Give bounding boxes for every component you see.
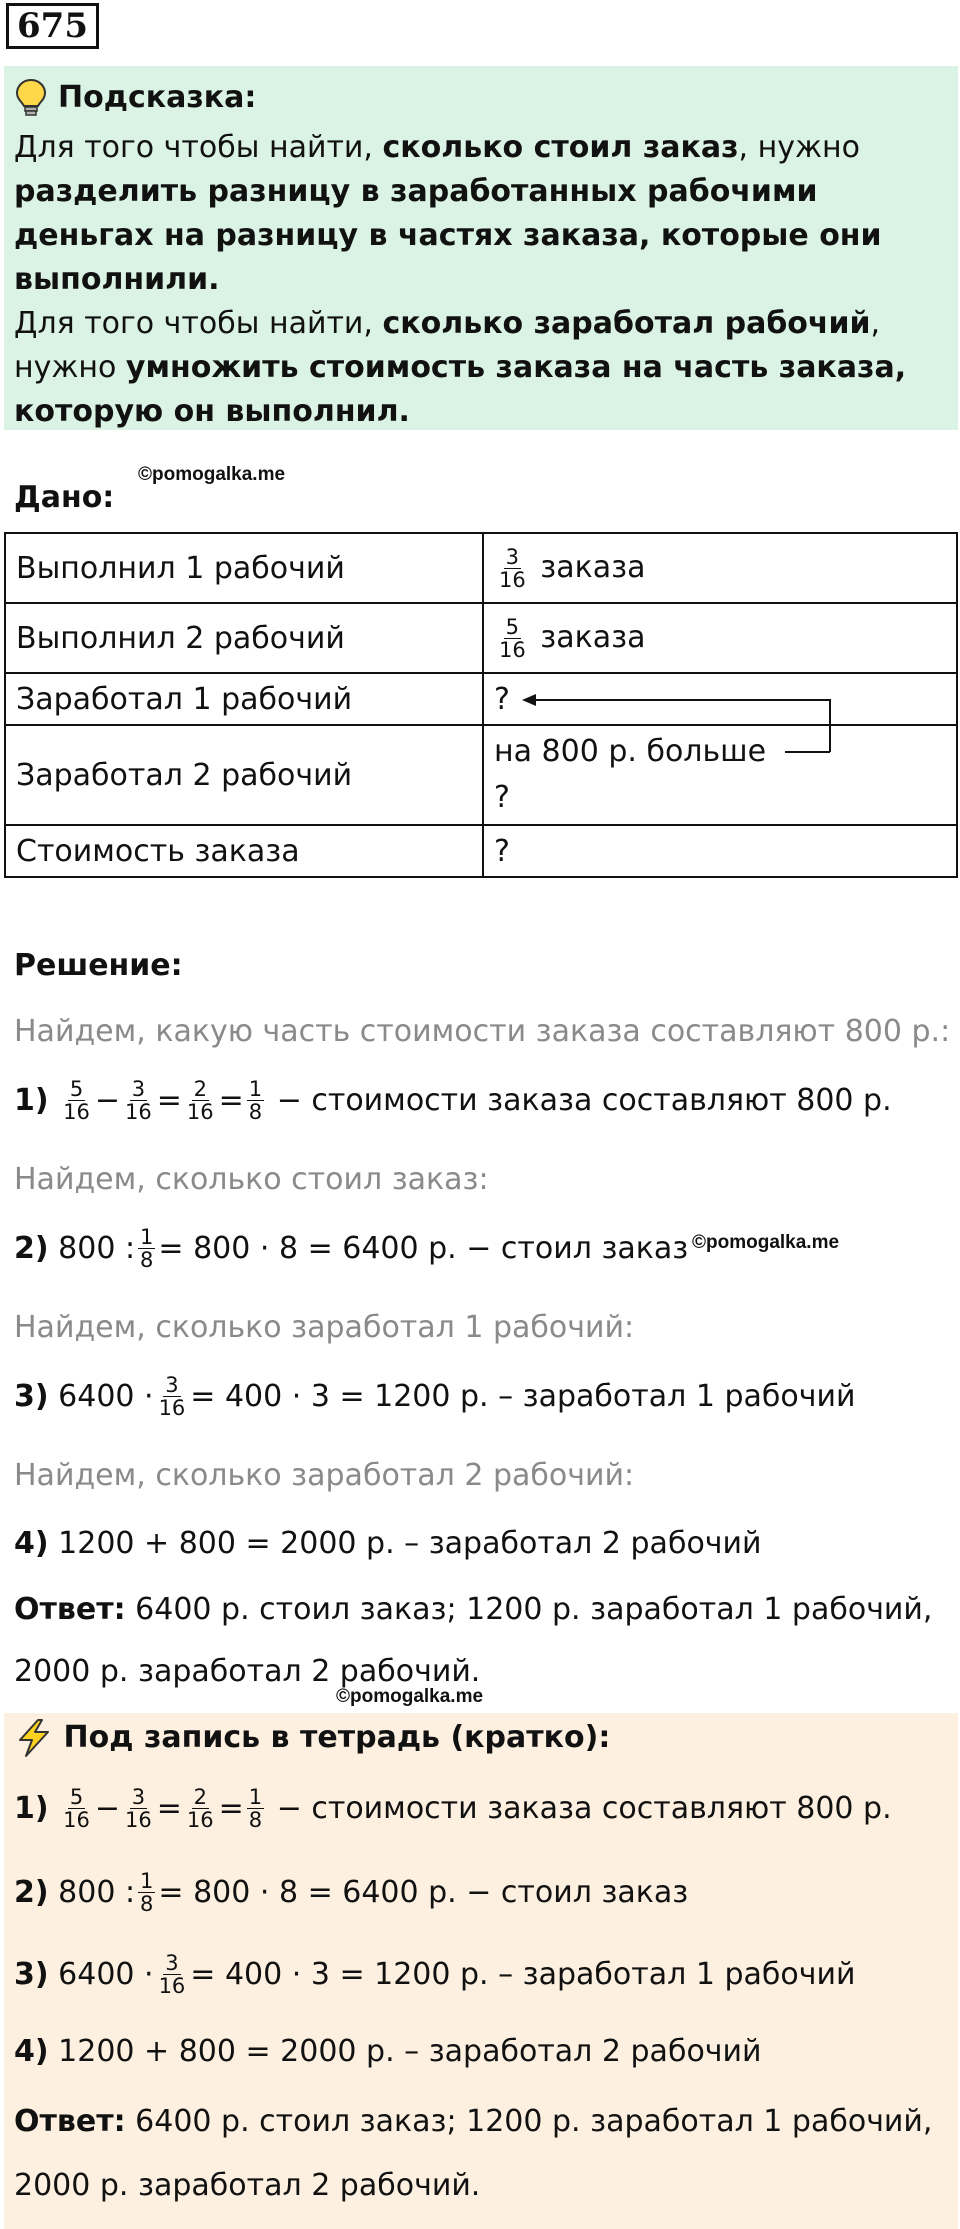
fraction: $\frac{2}{16}$ bbox=[186, 1077, 214, 1124]
answer-line-2: 2000 р. заработал 2 рабочий. bbox=[14, 1654, 481, 1689]
table-cell: Выполнил 2 рабочий bbox=[5, 603, 483, 673]
table-row bbox=[5, 533, 957, 603]
hint-paragraph-2: Для того чтобы найти, сколько заработал рабочий, нужно умножить стоимость заказа на часть заказа, которую он выполнил. bbox=[14, 306, 907, 429]
question-3: Найдем, сколько заработал 1 рабочий: bbox=[14, 1310, 635, 1345]
question-4: Найдем, сколько заработал 2 рабочий: bbox=[14, 1458, 635, 1493]
table-cell: ? bbox=[483, 825, 957, 877]
lightning-icon bbox=[14, 1718, 54, 1758]
notebook-step-2: 2) 800 : $\frac{1}{8}$ = 800 · 8 = 6400 р. − стоил заказ bbox=[14, 1869, 689, 1916]
relation-arrow bbox=[510, 680, 840, 760]
fraction: $\frac{3}{16}$ bbox=[158, 1373, 186, 1420]
fraction: $\frac{1}{8}$ bbox=[248, 1077, 263, 1124]
fraction: $\frac{5}{16}$ bbox=[63, 1077, 90, 1124]
notebook-answer-line-2: 2000 р. заработал 2 рабочий. bbox=[14, 2168, 481, 2203]
table-cell: Стоимость заказа bbox=[5, 825, 483, 877]
fraction: $\frac{5}{16}$ bbox=[63, 1785, 90, 1832]
watermark: ©pomogalka.me bbox=[138, 464, 286, 485]
step-3: 3) 6400 · $\frac{3}{16}$ = 400 · 3 = 1200 р. – заработал 1 рабочий bbox=[14, 1373, 856, 1420]
table-cell: $\frac{5}{16}$ заказа bbox=[483, 603, 957, 673]
fraction: $\frac{3}{16}$ bbox=[125, 1785, 152, 1832]
fraction: $\frac{3}{16}$ bbox=[158, 1951, 186, 1998]
question-1: Найдем, какую часть стоимости заказа составляют 800 р.: bbox=[14, 1014, 951, 1049]
fraction: $\frac{3}{16}$ bbox=[125, 1077, 152, 1124]
table-cell: на 800 р. больше ? bbox=[483, 725, 957, 825]
given-label: Дано: bbox=[14, 480, 115, 515]
fraction: $\frac{1}{8}$ bbox=[248, 1785, 263, 1832]
table-row bbox=[5, 603, 957, 673]
notebook-answer-line-1: Ответ: 6400 р. стоил заказ; 1200 р. заработал 1 рабочий, bbox=[14, 2104, 933, 2139]
notebook-step-4: 4) 1200 + 800 = 2000 р. – заработал 2 рабочий bbox=[14, 2034, 762, 2069]
notebook-title: Под запись в тетрадь (кратко): bbox=[14, 1716, 610, 1760]
table-cell: $\frac{3}{16}$ заказа bbox=[483, 533, 957, 603]
table-cell: Выполнил 1 рабочий bbox=[5, 533, 483, 603]
watermark: ©pomogalka.me bbox=[692, 1232, 840, 1253]
step-4: 4) 1200 + 800 = 2000 р. – заработал 2 рабочий bbox=[14, 1526, 762, 1561]
step-1: 1) $\frac{5}{16}$ − $\frac{3}{16}$ = $\frac{2}{16}$ = $\frac{1}{8}$ − стоимости заказа составляют 800 р. bbox=[14, 1077, 892, 1124]
table-cell: ? bbox=[483, 673, 957, 725]
fraction: $\frac{2}{16}$ bbox=[186, 1785, 214, 1832]
lightbulb-icon bbox=[14, 78, 48, 118]
answer-line-1: Ответ: 6400 р. стоил заказ; 1200 р. заработал 1 рабочий, bbox=[14, 1592, 933, 1627]
hint-text bbox=[14, 126, 944, 434]
watermark: ©pomogalka.me bbox=[336, 1686, 484, 1707]
notebook-step-3: 3) 6400 · $\frac{3}{16}$ = 400 · 3 = 1200 р. – заработал 1 рабочий bbox=[14, 1951, 856, 1998]
fraction: $\frac{1}{8}$ bbox=[140, 1225, 154, 1272]
question-2: Найдем, сколько стоил заказ: bbox=[14, 1162, 489, 1197]
step-2: 2) 800 : $\frac{1}{8}$ = 800 · 8 = 6400 р. − стоил заказ bbox=[14, 1225, 689, 1272]
notebook-step-1: 1) $\frac{5}{16}$ − $\frac{3}{16}$ = $\frac{2}{16}$ = $\frac{1}{8}$ − стоимости заказа составляют 800 р. bbox=[14, 1785, 892, 1832]
table-cell: Заработал 1 рабочий bbox=[5, 673, 483, 725]
fraction: $\frac{3}{16}$ bbox=[499, 544, 526, 592]
hint-title: Подсказка: bbox=[14, 74, 256, 122]
table-cell: Заработал 2 рабочий bbox=[5, 725, 483, 825]
fraction: $\frac{5}{16}$ bbox=[499, 614, 526, 662]
table-row bbox=[5, 825, 957, 877]
fraction: $\frac{1}{8}$ bbox=[140, 1869, 154, 1916]
solution-label: Решение: bbox=[14, 948, 183, 983]
task-number: 675 bbox=[6, 3, 99, 49]
hint-paragraph-1: Для того чтобы найти, сколько стоил заказ, нужно разделить разницу в заработанных рабочими деньгах на разницу в частях заказа, которые они выполнили. bbox=[14, 130, 882, 297]
